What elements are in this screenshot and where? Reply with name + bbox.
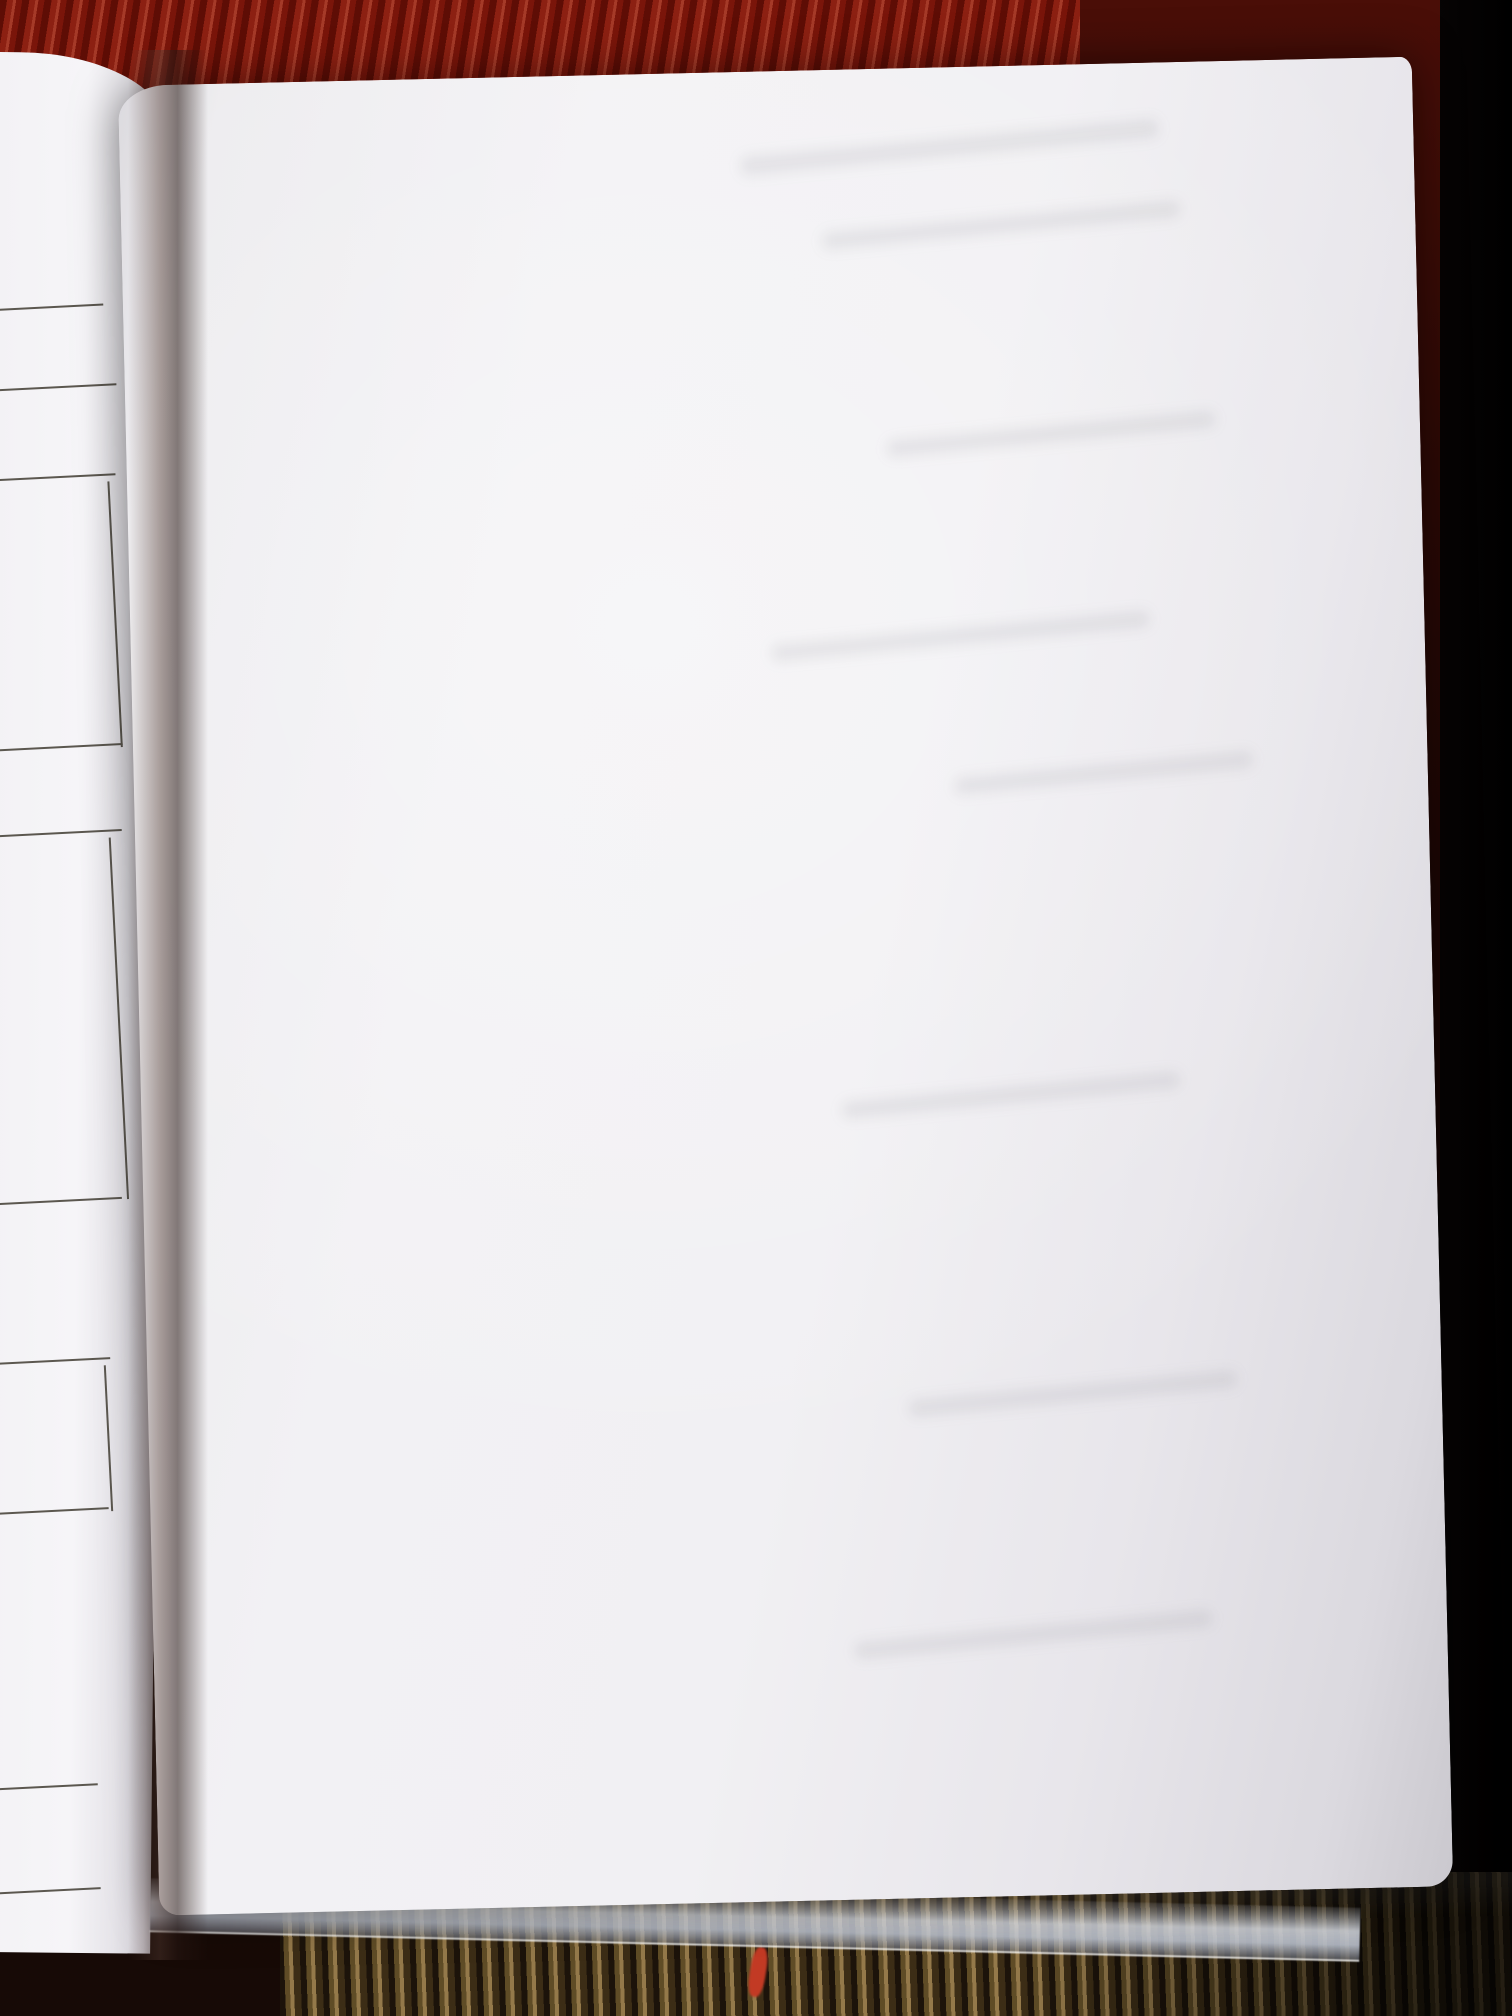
box-border bbox=[109, 837, 129, 1199]
table-border bbox=[107, 481, 122, 747]
ruled-line bbox=[0, 1887, 101, 1896]
bleed-through-text bbox=[853, 1609, 1213, 1660]
table-border bbox=[0, 383, 116, 392]
bleed-through-text bbox=[771, 610, 1151, 663]
bleed-through-text bbox=[954, 750, 1254, 796]
red-thread bbox=[746, 1946, 770, 1998]
bleed-through-text bbox=[821, 199, 1181, 250]
box-border bbox=[0, 1197, 122, 1206]
bleed-through-text bbox=[886, 410, 1216, 458]
box-border bbox=[0, 1357, 110, 1366]
table-border bbox=[0, 743, 123, 752]
table-border bbox=[0, 303, 103, 311]
box-border bbox=[0, 829, 122, 838]
box-border bbox=[0, 1507, 109, 1516]
bleed-through-text bbox=[841, 1070, 1181, 1119]
box-border bbox=[104, 1365, 113, 1511]
book-page bbox=[118, 57, 1453, 1916]
bleed-through-text bbox=[908, 1369, 1238, 1417]
table-border bbox=[0, 473, 116, 482]
bleed-through-text bbox=[740, 118, 1160, 177]
ruled-line bbox=[0, 1783, 98, 1791]
